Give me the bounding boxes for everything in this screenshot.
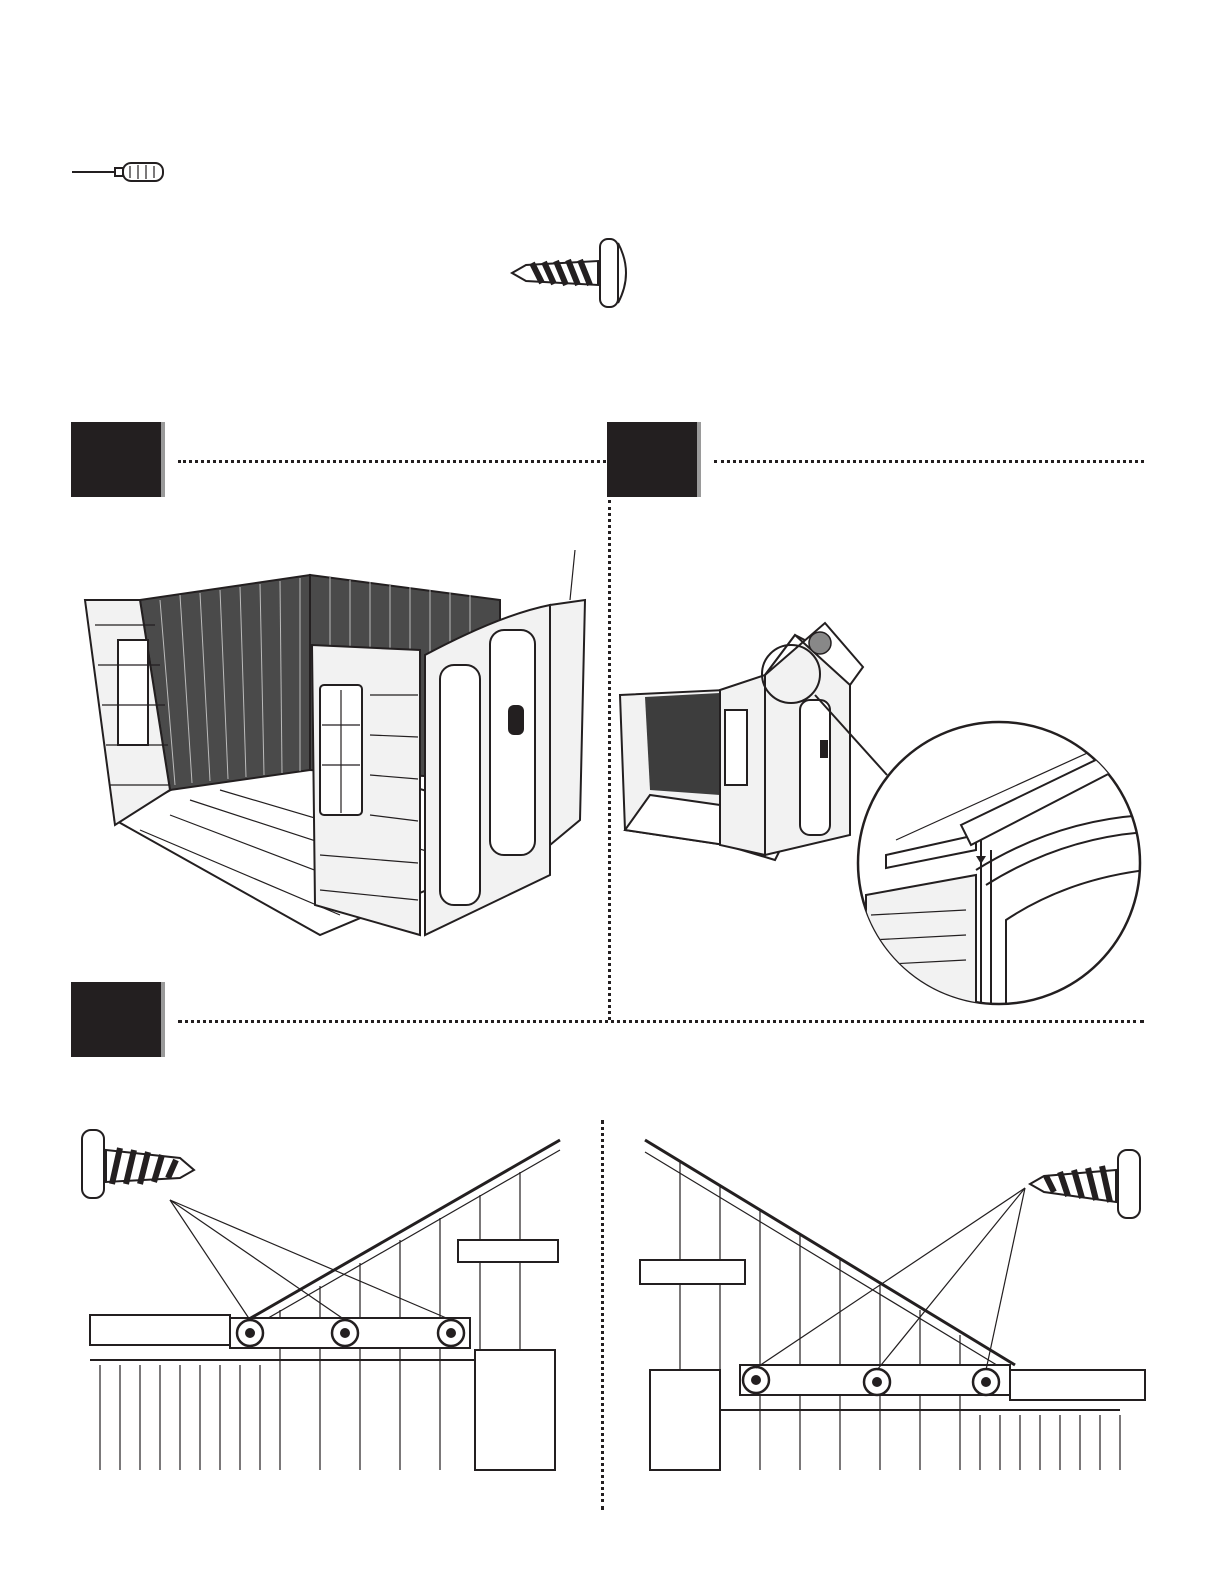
- screwdriver-icon: [70, 160, 170, 184]
- step-1-divider: [178, 460, 606, 463]
- step-3-left-screw-icon: [82, 1130, 194, 1198]
- step-1-shed-illustration: [80, 545, 600, 965]
- step-1-badge: [71, 422, 161, 497]
- step-3-right-illustration: [640, 1120, 1150, 1480]
- step-3-badge: [71, 982, 161, 1057]
- step-2-badge: [607, 422, 697, 497]
- column-divider-top: [608, 500, 611, 1020]
- step-2-shed-illustration: [615, 615, 875, 865]
- screw-icon: [508, 233, 638, 313]
- step-2-divider: [714, 460, 1144, 463]
- column-divider-bottom: [601, 1120, 604, 1510]
- step-3-right-screw-icon: [1030, 1150, 1140, 1218]
- step-2-zoom-detail: [856, 720, 1146, 1010]
- step-3-left-illustration: [80, 1120, 560, 1480]
- step-3-divider: [178, 1020, 1144, 1023]
